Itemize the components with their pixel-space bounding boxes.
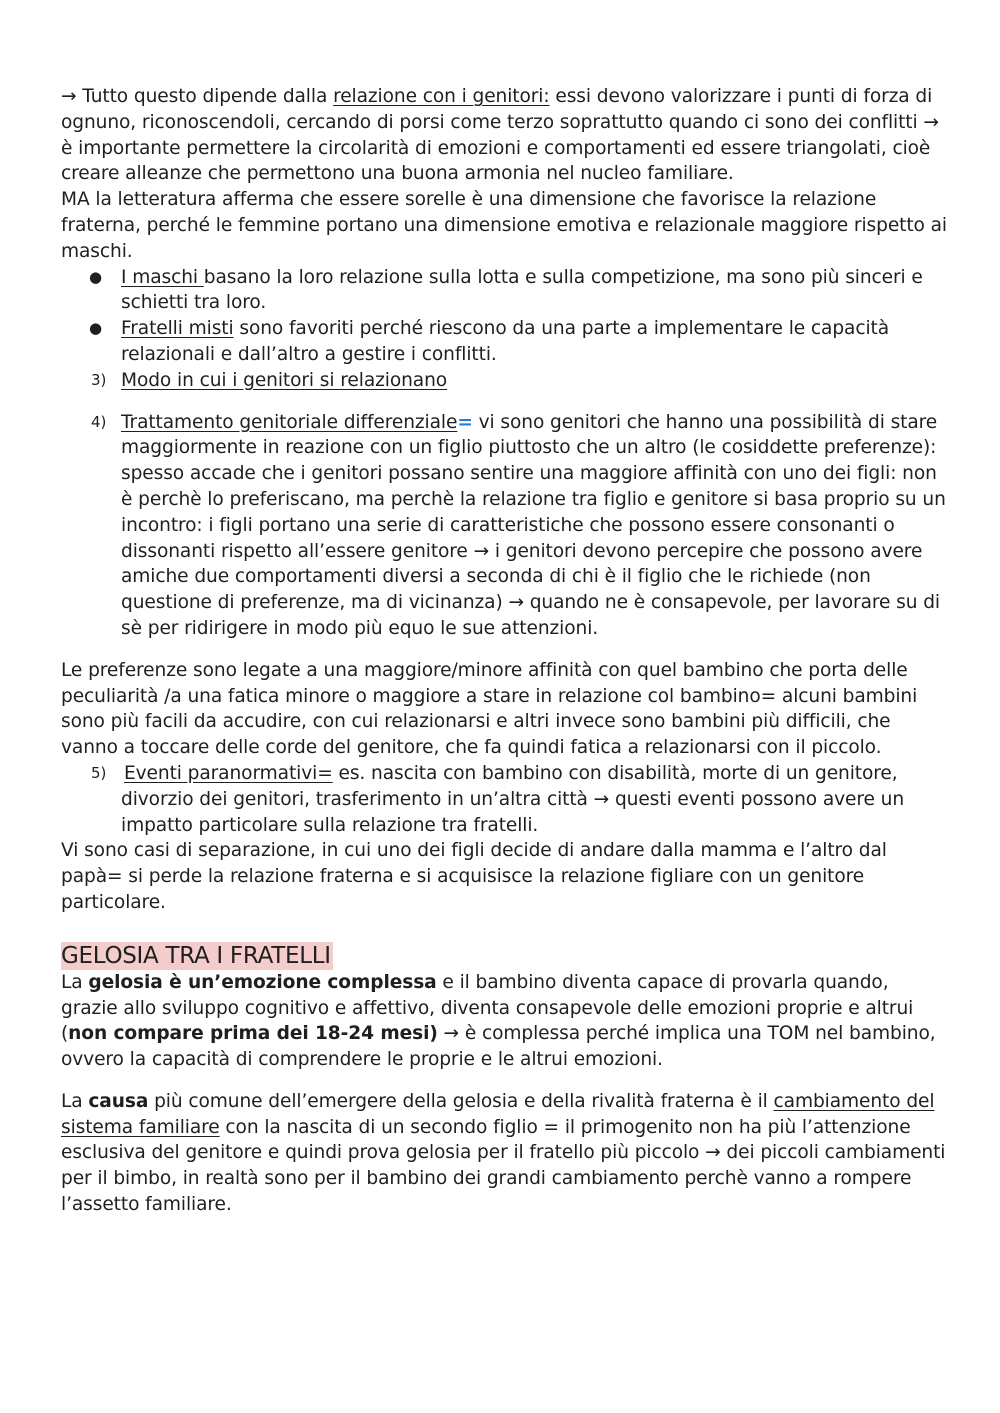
intro-paragraph: [61, 84, 950, 187]
bullet-term: I maschi: [121, 266, 204, 288]
list-term: Modo in cui i genitori si relazionano: [121, 369, 448, 391]
ma-paragraph: MA la letteratura afferma che essere sorelle è una dimensione che favorisce la relazione fraterna, perché le femmine portano una dimensione emotiva e relazionale maggiore rispetto ai maschi.: [61, 189, 947, 262]
list-item-4: [61, 410, 950, 642]
list-item-3: [61, 368, 950, 394]
separazione-paragraph: Vi sono casi di separazione, in cui uno dei figli decide di andare dalla mamma e l’altro dal papà= si perde la relazione fraterna e si acquisisce la relazione figliare con un genitore particolare.: [61, 840, 887, 913]
list-item: [61, 265, 950, 317]
text-run: → è complessa perché implica una TOM nel bambino, ovvero la capacità di comprendere le proprie e le altrui emozioni.: [61, 1023, 936, 1071]
list-text: es. nascita con bambino con disabilità, morte di un genitore, divorzio dei genitori, trasferimento in un’altra città → questi eventi possono avere un impatto particolare sulla relazione tra fratelli.: [121, 762, 905, 836]
bold-term: causa: [88, 1090, 149, 1112]
intro-underlined-term: relazione con i genitori:: [333, 86, 550, 107]
bullet-icon: ●: [89, 319, 103, 338]
equals-sign: =: [457, 411, 473, 433]
causa-paragraph: [61, 1089, 950, 1218]
list-number: 4): [91, 412, 107, 431]
text-run: più comune dell’emergere della gelosia e della rivalità fraterna è il: [148, 1090, 774, 1112]
numbered-list-b: [61, 761, 950, 838]
preferenze-paragraph: Le preferenze sono legate a una maggiore/minore affinità con quel bambino che porta delle peculiarità /a una fatica minore o maggiore a stare in relazione col bambino= alcuni bambini sono più facili da accudire, con cui relazionarsi e altri invece sono bambini più difficili, che vanno a toccare delle corde del genitore, che fa quindi fatica a relazionarsi con il piccolo.: [61, 659, 918, 759]
list-number: 3): [91, 370, 107, 389]
list-term: Trattamento genitoriale differenziale: [121, 411, 458, 433]
text-run: La: [61, 1090, 89, 1112]
intro-rest-text: essi devono valorizzare i punti di forza di ognuno, riconoscendoli, cercando di porsi come terzo soprattutto quando ci sono dei conflitti → è importante permettere la circolarità di emozioni e comportamenti ed essere triangolati, cioè creare alleanze che permettono una buona armonia nel nucleo familiare.: [61, 86, 939, 185]
list-item-5: [61, 761, 950, 838]
text-run: e il bambino diventa capace di provarla quando, grazie allo sviluppo cognitivo e affettivo, diventa consapevole delle emozioni proprie e altrui (: [61, 971, 914, 1045]
numbered-list-a: [61, 368, 950, 642]
bullet-text: basano la loro relazione sulla lotta e sulla competizione, ma sono più sinceri e schietti tra loro.: [121, 266, 923, 314]
bullet-list: [61, 265, 950, 368]
intro-arrow-text: → Tutto questo dipende dalla: [61, 86, 334, 107]
bullet-text: sono favoriti perché riescono da una parte a implementare le capacità relazionali e dall’altro a gestire i conflitti.: [121, 318, 889, 365]
list-text: vi sono genitori che hanno una possibilità di stare maggiormente in reazione con un figlio piuttosto che un altro (le cosiddette preferenze): spesso accade che i genitori possano sentire una maggiore affinità con uno dei figli: non è perchè lo preferiscano, ma perchè la relazione tra figlio e genitore si basa proprio su un incontro: i figli portano una serie di caratteristiche che possono essere consonanti o dissonanti rispetto all’essere genitore → i genitori devono percepire che possono avere amiche due comportamenti diversi a seconda di chi è il figlio che le richiede (non questione di preferenze, ma di vicinanza) → quando ne è consapevole, per lavorare su di sè per ridirigere in modo più equo le sue attenzioni.: [121, 411, 946, 639]
bold-term: non compare prima dei 18-24 mesi): [68, 1023, 438, 1045]
section-title: GELOSIA TRA I FRATELLI: [61, 942, 331, 969]
bold-term: gelosia è un’emozione complessa: [88, 971, 437, 993]
text-run: La: [61, 971, 89, 993]
list-item: [61, 316, 950, 368]
gelosia-paragraph: [61, 970, 950, 1073]
underlined-term: cambiamento del sistema familiare: [61, 1090, 935, 1138]
bullet-term: Fratelli misti: [121, 318, 234, 340]
list-number: 5): [91, 763, 107, 782]
list-term: Eventi paranormativi=: [124, 762, 333, 784]
text-run: con la nascita di un secondo figlio = il primogenito non ha più l’attenzione esclusiva del genitore e quindi prova gelosia per il fratello più piccolo → dei piccoli cambiamenti per il bimbo, in realtà sono per il bambino dei grandi cambiamento perchè vanno a rompere l’assetto familiare.: [61, 1116, 946, 1216]
bullet-icon: ●: [89, 267, 103, 286]
